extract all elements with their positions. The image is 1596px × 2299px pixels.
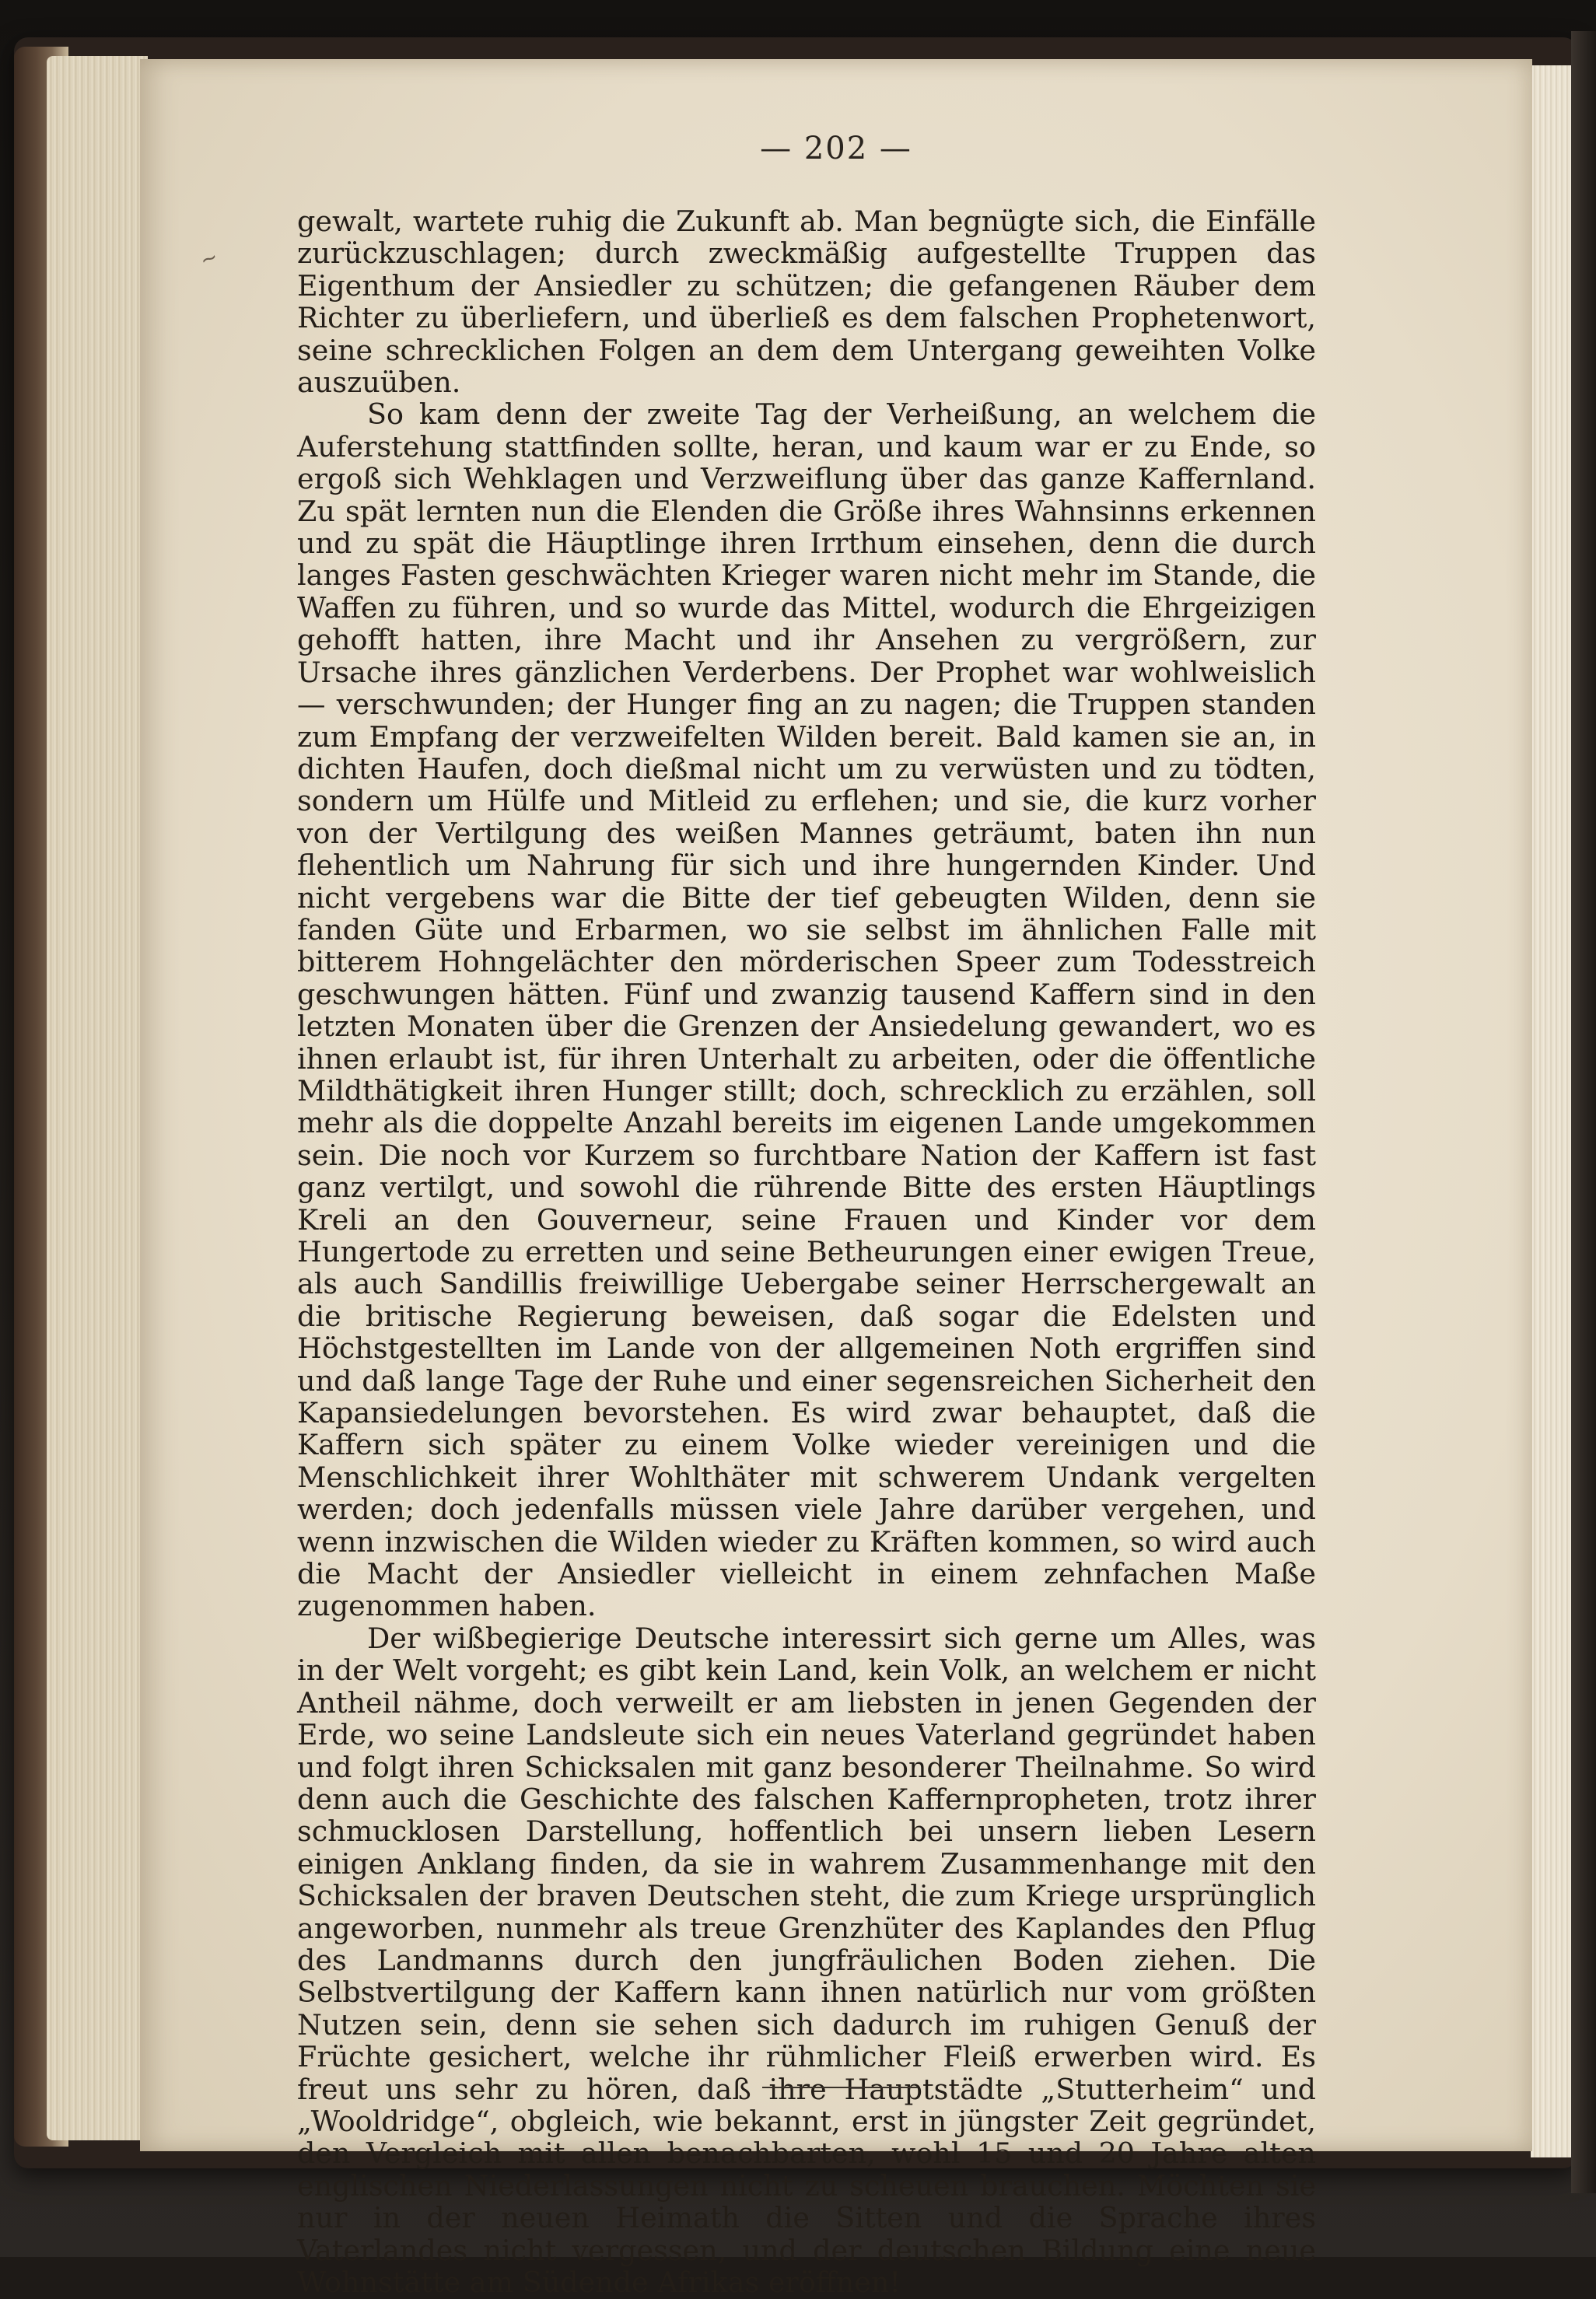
paragraph-2: So kam denn der zweite Tag der Verheißung, an welchem die Auferstehung stattfinden sollte, heran, und kaum war er zu Ende, so ergoß sich Wehklagen und Verzweiflung über das ganze Kaffernland. Zu spät lernten nun die Elenden die Größe ihres Wahnsinns erkennen und zu spät die Häuptlinge ihren Irrthum einsehen, denn die durch langes Fasten geschwächten Krieger waren nicht mehr im Stande, die Waffen zu führen, und so wurde das Mittel, wodurch die Ehrgeizigen gehofft hatten, ihre Macht und ihr Ansehen zu vergrößern, zur Ursache ihres gänzlichen Verderbens. Der Prophet war wohlweislich — verschwunden; der Hunger fing an zu nagen; die Truppen standen zum Empfang der verzweifelten Wilden bereit. Bald kamen sie an, in dichten Haufen, doch dießmal nicht um zu verwüsten und zu tödten, sondern um Hülfe und Mitleid zu erflehen; und sie, die kurz vorher von der Vertilgung des weißen Mannes geträumt, baten ihn nun flehentlich um Nahrung für sich und ihre hungernden Kinder. Und nicht vergebens war die Bitte der tief gebeugten Wilden, denn sie fanden Güte und Erbarmen, wo sie selbst im ähnlichen Falle mit bitterem Hohngelächter den mörderischen Speer zum Todesstreich geschwungen hätten. Fünf und zwanzig tausend Kaffern sind in den letzten Monaten über die Grenzen der Ansiedelung gewandert, wo es ihnen erlaubt ist, für ihren Unterhalt zu arbeiten, oder die öffentliche Mildthätigkeit ihren Hunger stillt; doch, schrecklich zu erzählen, soll mehr als die doppelte Anzahl bereits im eigenen Lande umgekommen sein. Die noch vor Kurzem so furchtbare Nation der Kaffern ist fast ganz vertilgt, und sowohl die rührende Bitte des ersten Häuptlings Kreli an den Gouverneur, seine Frauen und Kinder vor dem Hungertode zu erretten und seine Betheurungen einer ewigen Treue, als auch Sandillis freiwillige Uebergabe seiner Herrschergewalt an die britische Regierung beweisen, daß sogar die Edelsten und Höchstgestellten im Lande von der allgemeinen Noth ergriffen sind und daß lange Tage der Ruhe und einer segensreichen Sicherheit den Kapansiedelungen bevorstehen. Es wird zwar behauptet, daß die Kaffern sich später zu einem Volke wieder vereinigen und die Menschlichkeit ihrer Wohlthäter mit schwerem Undank vergelten werden; doch jedenfalls müssen viele Jahre darüber vergehen, und wenn inzwischen die Wilden wieder zu Kräften kommen, so wird auch die Macht der Ansiedler vielleicht in einem zehnfachen Maße zugenommen haben. bbox=[297, 397, 1316, 1623]
book-page bbox=[140, 59, 1532, 2299]
paragraph-1: gewalt, wartete ruhig die Zukunft ab. Man begnügte sich, die Einfälle zurückzuschlagen; durch zweckmäßig aufgestellte Truppen das Eigenthum der Ansiedler zu schützen; die gefangenen Räuber dem Richter zu überliefern, und überließ es dem falschen Prophetenwort, seine schrecklichen Folgen an dem dem Untergang geweihten Volke auszuüben. bbox=[297, 205, 1316, 400]
page-body-text bbox=[297, 205, 1316, 2298]
left-page-stack bbox=[47, 56, 148, 2140]
margin-pencil-mark: ~ bbox=[197, 245, 222, 273]
page-number: — 202 — bbox=[760, 131, 912, 166]
paragraph-3: Der wißbegierige Deutsche interessirt sich gerne um Alles, was in der Welt vorgeht; es gibt kein Land, kein Volk, an welchem er nicht Antheil nähme, doch verweilt er am liebsten in jenen Gegenden der Erde, wo seine Landsleute sich ein neues Vaterland gegründet haben und folgt ihren Schicksalen mit ganz besonderer Theilnahme. So wird denn auch die Geschichte des falschen Kaffernpropheten, trotz ihrer schmucklosen Darstellung, hoffentlich bei unsern lieben Lesern einigen Anklang finden, da sie in wahrem Zusammenhange mit den Schicksalen der braven Deutschen steht, die zum Kriege ursprünglich angeworben, nunmehr als treue Grenzhüter des Kaplandes den Pflug des Landmanns durch den jungfräulichen Boden ziehen. Die Selbstvertilgung der Kaffern kann ihnen natürlich nur vom größten Nutzen sein, denn sie sehen sich dadurch im ruhigen Genuß der Früchte gesichert, welche ihr rühmlicher Fleiß erwerben wird. Es freut uns sehr zu hören, daß ihre Hauptstädte „Stutterheim“ und „Wooldridge“, obgleich, wie bekannt, erst in jüngster Zeit gegründet, den Vergleich mit allen benachbarten, wohl 15 und 20 Jahre alten englischen Niederlassungen nicht zu scheuen brauchen. Möchten sie nur in der neuen Heimath die Sitten und die Sprache ihres Vaterlandes nicht vergessen, und der deutschen Bildung eine neue Wohnstätte am Südende Afrikas eröffnen! bbox=[297, 1621, 1316, 2299]
book-edge-right bbox=[1571, 31, 1596, 2193]
closing-rule bbox=[762, 2087, 918, 2088]
